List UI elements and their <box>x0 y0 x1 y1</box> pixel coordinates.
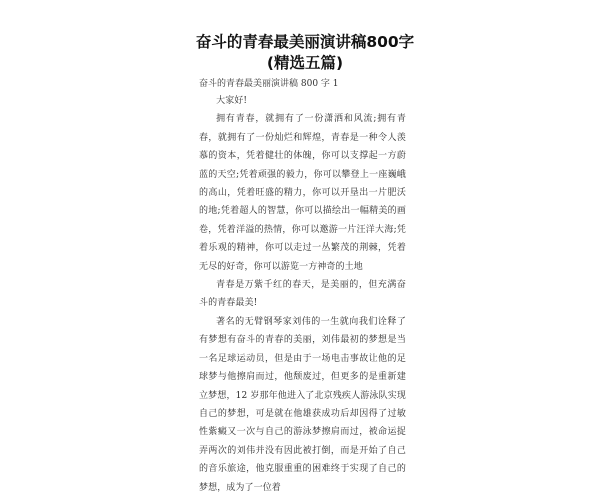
document-title: 奋斗的青春最美丽演讲稿800字(精选五篇) <box>195 33 415 72</box>
paragraph-liuwei: 著名的无臂钢琴家刘伟的一生就向我们诠释了有梦想有奋斗的青春的美丽，刘伟最初的梦想是当一名足球运动员，但是由于一场电击事故让他的足球梦与他擦肩而过，他颓废过，但更多的是重新建立梦想，12 岁那年他进入了北京残疾人游泳队实现自己的梦想，可是就在他雄获成功后却因得了过敏性紫癜又一次与自己的游泳梦擦肩而过，被命运捉弄两次的刘伟并没有因此被打倒，而是开始了自己的音乐旅途，他克服重重的困难终于实现了自己的梦想，成为了一位着 <box>199 316 406 493</box>
paragraph-greeting: 大家好! <box>216 96 248 106</box>
paragraph-youth: 拥有青春，就拥有了一份潇洒和风流;拥有青春，就拥有了一份灿烂和辉煌，青春是一种令人羡慕的资本，凭着健壮的体魄，你可以支撑起一方蔚蓝的天空;凭着顽强的毅力，你可以攀登上一座巍峨的高山，凭着旺盛的精力，你可以开垦出一片肥沃的地;凭着超人的智慧，你可以描绘出一幅精美的画卷，凭着洋溢的热情，你可以邀游一片汪洋大海;凭着乐观的精神，你可以走过一丛繁茂的荆棘，凭着无尽的好奇，你可以游览一方神奇的土地 <box>199 114 406 272</box>
document-body <box>199 92 406 497</box>
paragraph-statement: 青春是万紫千红的春天，是美丽的，但充满奋斗的青春最美! <box>199 280 406 309</box>
document-subtitle: 奋斗的青春最美丽演讲稿 800 字 1 <box>199 79 339 89</box>
